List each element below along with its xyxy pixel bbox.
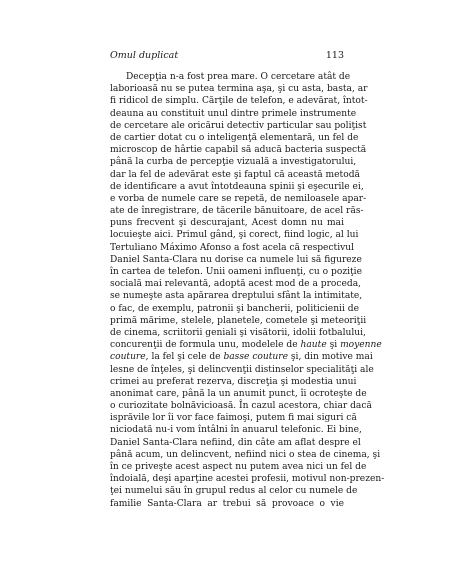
text-line: isprăvile lor îi vor face faimoşi, putem fi mai siguri că	[110, 413, 357, 424]
text-line: se numeşte asta apărarea dreptului sfânt la intimitate,	[110, 291, 363, 302]
text-line: socială mai relevantă, adoptă acest mod de a proceda,	[110, 279, 362, 290]
text-line: Tertuliano Máximo Afonso a fost acela că respectivul	[110, 242, 354, 253]
text-line: până la curba de percepţie vizuală a investigatorului,	[110, 157, 357, 168]
text-line: o fac, de exemplu, patronii şi bancherii, politicienii de	[110, 303, 359, 314]
text-line: de identificare a avut întotdeauna spinii şi eşecurile ei,	[110, 181, 364, 192]
text-line: anonimat care, până la un anumit punct, îi ocroteşte de	[110, 388, 367, 399]
text-line: în cartea de telefon. Unii oameni influenţi, cu o poziţie	[110, 267, 362, 277]
text-line: Daniel Santa-Clara nu dorise ca numele lui să figureze	[110, 254, 362, 265]
text-line: puns frecvent şi descurajant, Acest domn nu mai	[110, 218, 344, 229]
text-line: de cinema, scriitorii geniali şi visătorii, idolii fotbalului,	[110, 327, 366, 338]
text-line: Daniel Santa-Clara nefiind, din câte am aflat despre el	[110, 437, 361, 448]
text-line: microscop de hârtie capabil să aducă bacteria suspectă	[110, 145, 367, 156]
running-header	[110, 50, 344, 64]
text-line: familie Santa-Clara ar trebui să provoace o vie	[110, 498, 344, 509]
text-line: o curiozitate bolnăvicioasă. În cazul acestora, chiar dacă	[110, 401, 372, 412]
text-line: crimei au preferat rezerva, discreţia şi modestia unui	[110, 376, 357, 387]
text-line: concurenţii de formula unu, modelele de haute şi moyenne	[110, 340, 382, 351]
text-line: laborioasă nu se putea termina aşa, şi cu asta, basta, ar	[110, 84, 368, 95]
text-line: îndoială, deşi aparţine acestei profesii, motivul non-prezen-	[110, 474, 385, 485]
text-line: locuieşte aici. Primul gând, şi corect, fiind logic, al lui	[110, 230, 359, 241]
text-line: primă mărime, stelele, planetele, cometele şi meteoriţii	[110, 315, 367, 326]
text-line: couture, la fel şi cele de basse couture şi, din motive mai	[110, 352, 373, 363]
text-line: lesne de înţeles, şi delincvenţii distinselor specialităţi ale	[110, 364, 374, 375]
text-line: deauna au constituit unul dintre primele instrumente	[110, 108, 357, 119]
text-line: Decepţia n-a fost prea mare. O cercetare atât de	[126, 72, 351, 82]
running-title: Omul duplicat	[110, 50, 179, 61]
body-text	[110, 71, 385, 510]
text-line: dar la fel de adevărat este şi faptul că această metodă	[110, 169, 360, 180]
text-line: niciodată nu-i vom întâlni în anuarul telefonic. Ei bine,	[110, 425, 362, 436]
page-number: 113	[325, 50, 344, 61]
text-line: de cercetare ale oricărui detectiv particular sau poliţist	[110, 120, 367, 131]
text-line: e vorba de numele care se repetă, de nemiloasele apar-	[110, 193, 367, 204]
text-line: ţei numelui său în grupul redus al celor cu numele de	[110, 486, 358, 497]
text-line: în ce priveşte acest aspect nu putem avea nici un fel de	[110, 462, 367, 472]
text-line: până acum, un delincvent, nefiind nici o stea de cinema, şi	[110, 449, 381, 460]
text-line: de cartier dotat cu o inteligenţă elementară, un fel de	[110, 132, 359, 143]
text-line: ate de înregistrare, de tăcerile bănuitoare, de acel răs-	[110, 206, 364, 217]
text-line: fi ridicol de simplu. Cărţile de telefon, e adevărat, întot-	[110, 96, 368, 107]
